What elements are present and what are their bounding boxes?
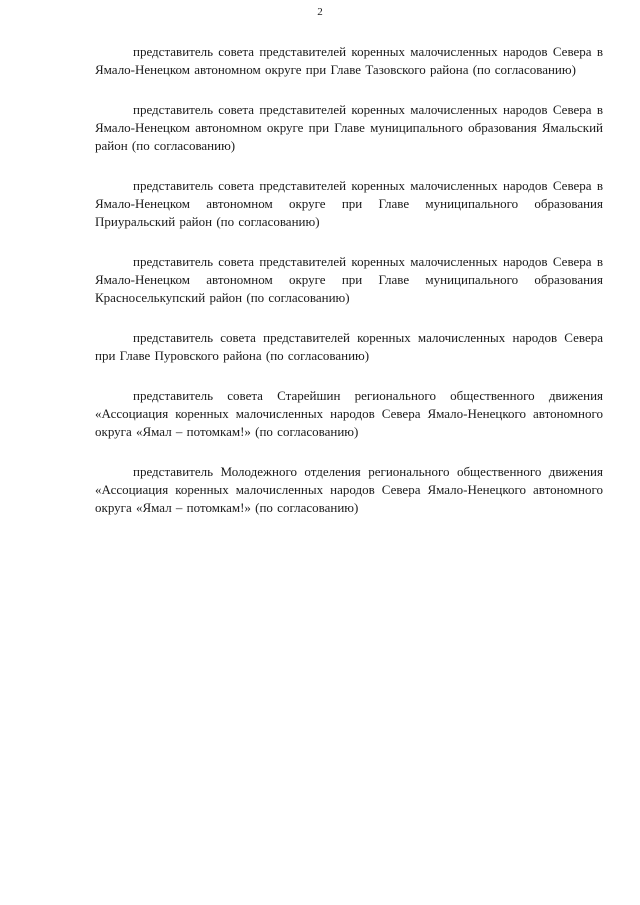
list-item-priuralsky: представитель совета представителей коренных малочисленных народов Севера в Ямало-Ненецком автономном округе при Главе муниципального образования Приуральский район (по согласованию) (95, 178, 603, 229)
document-body (95, 43, 603, 539)
list-item-elders-council: представитель совета Старейшин регионального общественного движения «Ассоциация коренных малочисленных народов Севера Ямало-Ненецкого автономного округа «Ямал – потомкам!» (по согласованию) (95, 388, 603, 439)
list-item-tazovsky: представитель совета представителей коренных малочисленных народов Севера в Ямало-Ненецком автономном округе при Главе Тазовского района (по согласованию) (95, 44, 603, 77)
list-item-youth-branch: представитель Молодежного отделения регионального общественного движения «Ассоциация коренных малочисленных народов Севера Ямало-Ненецкого автономного округа «Ямал – потомкам!» (по согласованию) (95, 464, 603, 515)
page-number: 2 (317, 6, 323, 18)
list-item-krasnoselkupsky: представитель совета представителей коренных малочисленных народов Севера в Ямало-Ненецком автономном округе при Главе муниципального образования Красноселькупский район (по согласованию) (95, 254, 603, 305)
list-item-purovsky: представитель совета представителей коренных малочисленных народов Севера при Главе Пуровского района (по согласованию) (95, 330, 603, 363)
list-item-yamalsky: представитель совета представителей коренных малочисленных народов Севера в Ямало-Ненецком автономном округе при Главе муниципального образования Ямальский район (по согласованию) (95, 102, 603, 153)
